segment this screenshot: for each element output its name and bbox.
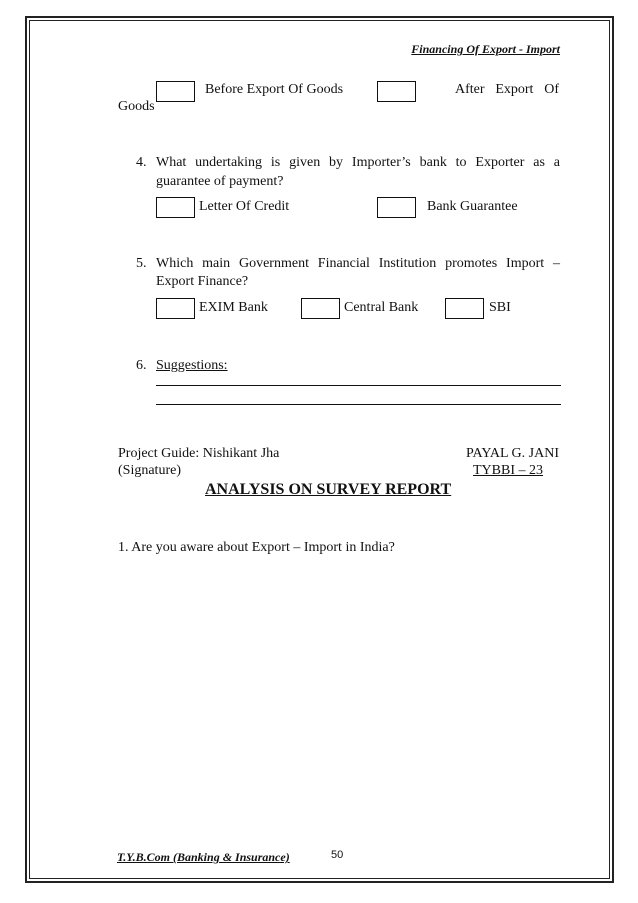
option-central-bank: Central Bank <box>344 300 419 315</box>
q5-text-line2: Export Finance? <box>156 274 249 289</box>
q5-text-line1: Which main Government Financial Institution promotes Import – <box>156 256 560 271</box>
analysis-question-1: 1. Are you aware about Export – Import in India? <box>118 540 395 555</box>
analysis-title: ANALYSIS ON SURVEY REPORT <box>205 481 452 498</box>
page-number: 50 <box>331 849 344 861</box>
q5-number: 5. <box>136 256 147 271</box>
q4-text-line1: What undertaking is given by Importer’s bank to Exporter as a <box>156 155 560 170</box>
option-after-export-line1: After Export Of <box>455 82 559 97</box>
q4-number: 4. <box>136 155 147 170</box>
student-name: PAYAL G. JANI <box>466 446 559 461</box>
option-before-export: Before Export Of Goods <box>205 82 344 97</box>
checkbox-letter-of-credit[interactable] <box>156 197 195 218</box>
suggestion-line-1[interactable] <box>156 385 561 386</box>
suggestion-line-2[interactable] <box>156 404 561 405</box>
checkbox-exim-bank[interactable] <box>156 298 195 319</box>
student-class: TYBBI – 23 <box>473 463 543 478</box>
checkbox-bank-guarantee[interactable] <box>377 197 416 218</box>
option-after-export-line2: Goods <box>118 99 155 114</box>
footer-course: T.Y.B.Com (Banking & Insurance) <box>117 850 290 864</box>
checkbox-central-bank[interactable] <box>301 298 340 319</box>
running-header: Financing Of Export - Import <box>411 42 560 56</box>
option-sbi: SBI <box>489 300 511 315</box>
checkbox-sbi[interactable] <box>445 298 484 319</box>
signature-label: (Signature) <box>118 463 181 478</box>
option-bank-guarantee: Bank Guarantee <box>427 199 518 214</box>
option-exim-bank: EXIM Bank <box>199 300 268 315</box>
checkbox-before-export[interactable] <box>156 81 195 102</box>
checkbox-after-export[interactable] <box>377 81 416 102</box>
q4-text-line2: guarantee of payment? <box>156 174 284 189</box>
q6-label: Suggestions: <box>156 358 228 373</box>
option-letter-of-credit: Letter Of Credit <box>199 199 290 214</box>
project-guide: Project Guide: Nishikant Jha <box>118 446 280 461</box>
q6-number: 6. <box>136 358 147 373</box>
